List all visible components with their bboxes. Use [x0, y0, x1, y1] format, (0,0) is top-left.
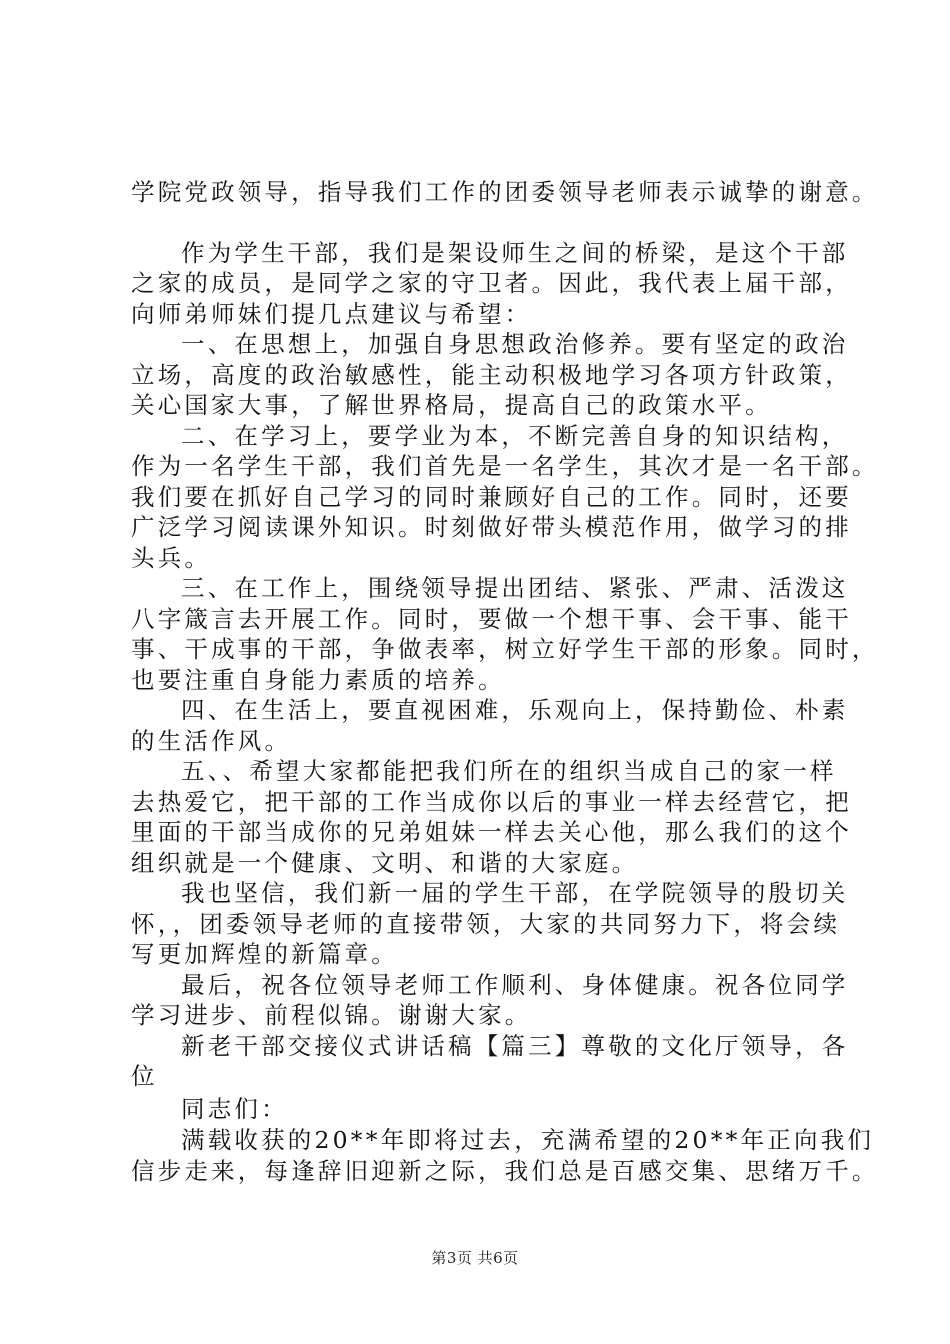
- text-line: 学院党政领导，指导我们工作的团委领导老师表示诚挚的谢意。: [131, 178, 879, 206]
- text-line: 事、干成事的干部，争做表率，树立好学生干部的形象。同时，: [131, 635, 879, 663]
- text-line: 信步走来，每逢辞旧迎新之际，我们总是百感交集、思绪万千。: [131, 1157, 879, 1185]
- text-line: 也要注重自身能力素质的培养。: [131, 666, 505, 694]
- text-line: 同志们：: [181, 1095, 288, 1123]
- page-footer: 第3页 共6页: [431, 1249, 519, 1267]
- text-line: 二、在学习上，要学业为本，不断完善自身的知识结构，: [181, 422, 849, 450]
- text-line: 五、、希望大家都能把我们所在的组织当成自己的家一样: [181, 757, 837, 785]
- text-line: 我也坚信，我们新一届的学生干部，在学院领导的殷切关: [181, 879, 849, 907]
- text-line: 满载收获的20**年即将过去，充满希望的20**年正向我们: [181, 1126, 875, 1154]
- text-line: 组织就是一个健康、文明、和谐的大家庭。: [131, 849, 639, 877]
- text-line: 新老干部交接仪式讲话稿【篇三】尊敬的文化厅领导，各: [181, 1032, 849, 1060]
- text-line: 里面的干部当成你的兄弟姐妹一样去关心他，那么我们的这个: [131, 818, 852, 846]
- text-line: 作为学生干部，我们是架设师生之间的桥梁，是这个干部: [181, 239, 849, 267]
- text-line: 我们要在抓好自己学习的同时兼顾好自己的工作。同时，还要: [131, 483, 852, 511]
- text-line: 写更加辉煌的新篇章。: [131, 940, 398, 968]
- text-line: 作为一名学生干部，我们首先是一名学生，其次才是一名干部。: [131, 452, 879, 480]
- text-line: 位: [131, 1062, 158, 1090]
- text-line: 去热爱它，把干部的工作当成你以后的事业一样去经营它，把: [131, 788, 852, 816]
- text-line: 三、在工作上，围绕领导提出团结、紧张、严肃、活泼这: [181, 574, 849, 602]
- text-line: 头兵。: [131, 544, 212, 572]
- text-line: 学习进步、前程似锦。谢谢大家。: [131, 1001, 532, 1029]
- text-line: 广泛学习阅读课外知识。时刻做好带头模范作用，做学习的排: [131, 513, 852, 541]
- text-line: 八字箴言去开展工作。同时，要做一个想干事、会干事、能干: [131, 605, 852, 633]
- text-line: 立场，高度的政治敏感性，能主动积极地学习各项方针政策，: [131, 361, 852, 389]
- text-line: 向师弟师妹们提几点建议与希望：: [131, 300, 532, 328]
- text-line: 一、在思想上，加强自身思想政治修养。要有坚定的政治: [181, 330, 849, 358]
- text-line: 之家的成员，是同学之家的守卫者。因此，我代表上届干部，: [131, 269, 852, 297]
- text-line: 四、在生活上，要直视困难，乐观向上，保持勤俭、朴素: [181, 696, 849, 724]
- text-line: 怀，，团委领导老师的直接带领，大家的共同努力下，将会续: [131, 910, 841, 938]
- text-line: 关心国家大事，了解世界格局，提高自己的政策水平。: [131, 391, 772, 419]
- text-line: 最后，祝各位领导老师工作顺利、身体健康。祝各位同学: [181, 971, 849, 999]
- text-line: 的生活作风。: [131, 727, 292, 755]
